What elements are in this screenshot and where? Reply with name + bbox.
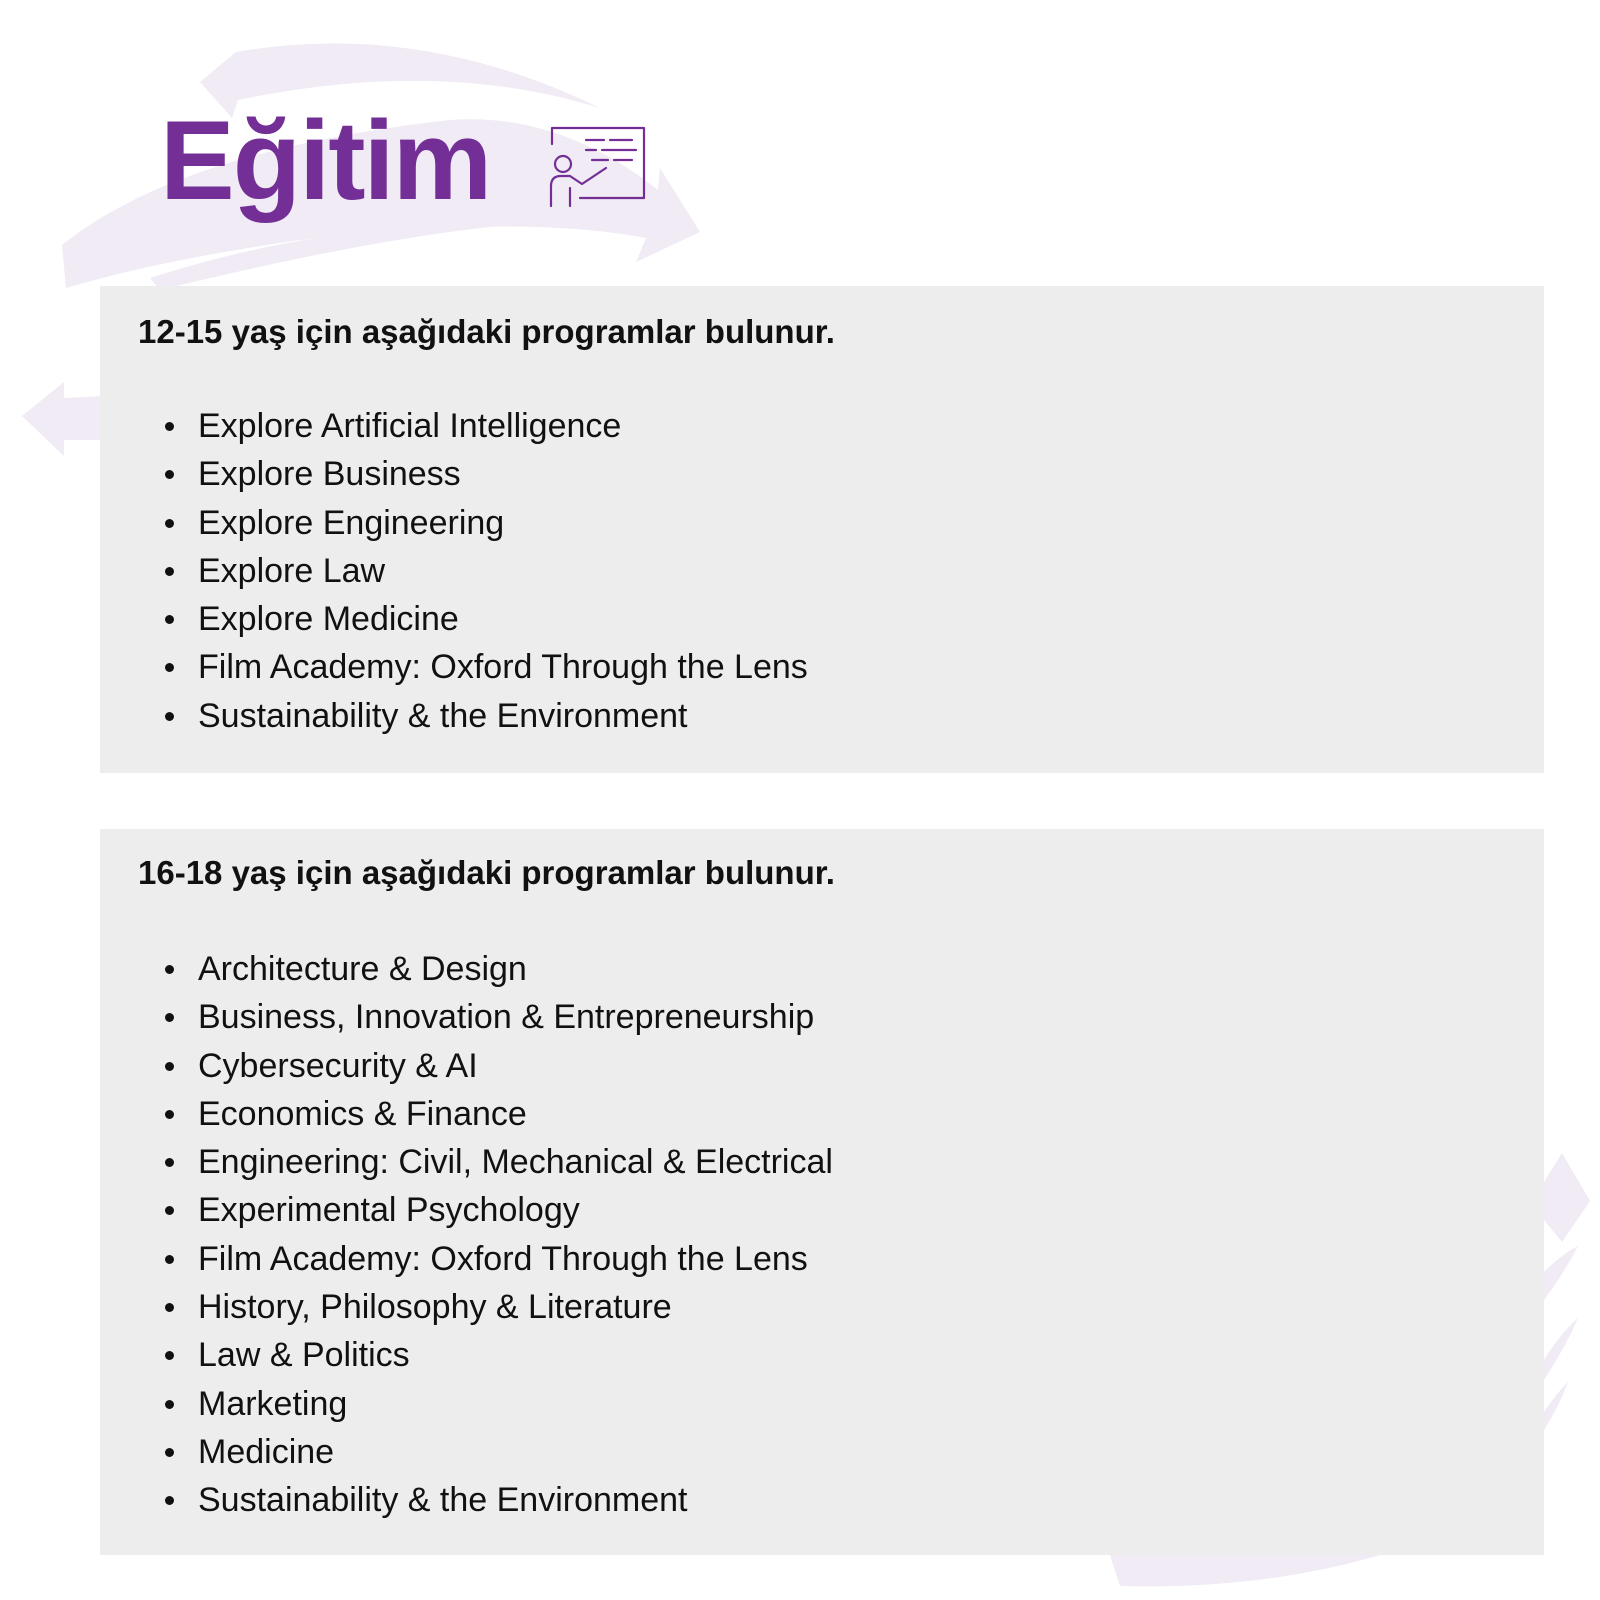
bullet-icon (165, 712, 174, 721)
program-item (138, 1283, 1544, 1331)
section-heading: 12-15 yaş için aşağıdaki programlar bulunur. (138, 313, 835, 350)
program-label: Explore Engineering (198, 503, 505, 542)
bullet-icon (165, 1110, 174, 1119)
program-item (138, 692, 1544, 740)
program-item (138, 1380, 1544, 1428)
program-item (138, 1331, 1544, 1379)
bullet-icon (165, 1062, 174, 1071)
program-item (138, 1138, 1544, 1186)
program-label: Explore Medicine (198, 600, 459, 639)
program-item (138, 402, 1544, 450)
programs-16-18-panel (100, 829, 1544, 1555)
bullet-icon (165, 1013, 174, 1022)
bullet-icon (165, 1255, 174, 1264)
program-label: Explore Artificial Intelligence (198, 407, 622, 445)
program-item (138, 945, 1544, 993)
program-label: Experimental Psychology (198, 1191, 580, 1230)
program-label: Economics & Finance (198, 1094, 527, 1133)
program-item (138, 993, 1544, 1041)
section-heading: 16-18 yaş için aşağıdaki programlar bulunur. (138, 854, 835, 891)
program-item (138, 547, 1544, 595)
bullet-icon (165, 1351, 174, 1360)
program-item (138, 1186, 1544, 1234)
bullet-icon (165, 567, 174, 576)
program-item (138, 499, 1544, 547)
bullet-icon (165, 519, 174, 528)
program-item (138, 1428, 1544, 1476)
program-label: Medicine (198, 1432, 335, 1471)
program-item (138, 643, 1544, 691)
program-label: Explore Business (198, 455, 461, 494)
bullet-icon (165, 1400, 174, 1409)
program-label: Explore Law (198, 551, 386, 590)
program-label: Film Academy: Oxford Through the Lens (198, 1239, 808, 1278)
program-label: Sustainability & the Environment (198, 1481, 688, 1520)
program-item (138, 1090, 1544, 1138)
program-label: Film Academy: Oxford Through the Lens (198, 648, 808, 687)
bullet-icon (165, 1158, 174, 1167)
program-item (138, 450, 1544, 498)
program-list (138, 945, 1544, 1525)
bullet-icon (165, 1448, 174, 1457)
program-list (138, 402, 1544, 740)
teacher-presentation-icon (548, 126, 646, 210)
bullet-icon (165, 965, 174, 974)
program-label: Cybersecurity & AI (198, 1046, 478, 1085)
programs-12-15-panel (100, 286, 1544, 773)
bullet-icon (165, 470, 174, 479)
program-label: Sustainability & the Environment (198, 696, 688, 735)
program-label: Architecture & Design (198, 950, 527, 988)
bullet-icon (165, 1496, 174, 1505)
program-item (138, 1476, 1544, 1524)
program-label: Engineering: Civil, Mechanical & Electrical (198, 1143, 833, 1182)
bullet-icon (165, 1303, 174, 1312)
program-label: Law & Politics (198, 1336, 410, 1375)
program-label: Business, Innovation & Entrepreneurship (198, 998, 815, 1037)
program-label: History, Philosophy & Literature (198, 1288, 672, 1327)
program-item (138, 595, 1544, 643)
page-title: Eğitim (160, 98, 491, 223)
bullet-icon (165, 1206, 174, 1215)
program-item (138, 1235, 1544, 1283)
program-item (138, 1042, 1544, 1090)
bullet-icon (165, 615, 174, 624)
bullet-icon (165, 663, 174, 672)
bullet-icon (165, 422, 174, 431)
program-label: Marketing (198, 1384, 348, 1423)
